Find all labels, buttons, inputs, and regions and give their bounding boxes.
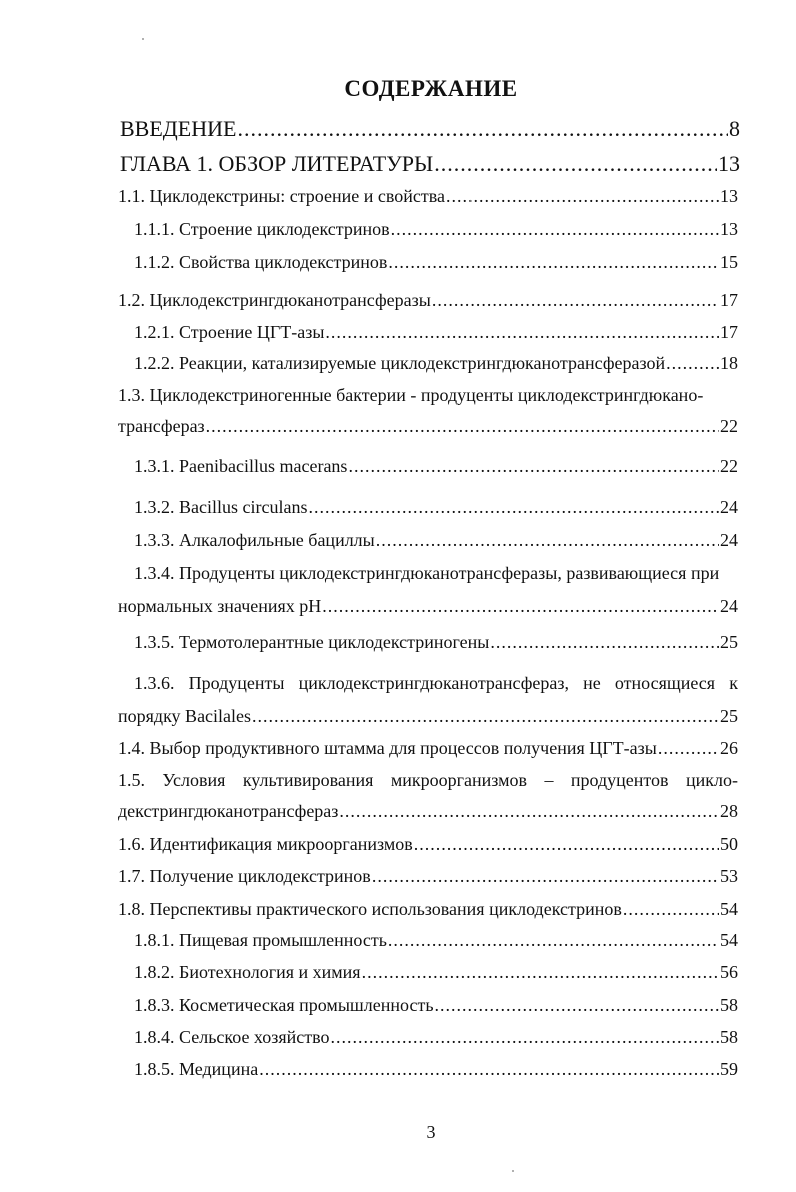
dot-leader xyxy=(372,866,719,887)
toc-entry-title: 1.2. Циклодекстрингдюканотрансферазы xyxy=(118,290,431,310)
toc-entry-page: 13 xyxy=(720,186,738,206)
toc-entry-page: 15 xyxy=(720,252,738,272)
dot-leader xyxy=(435,995,719,1016)
dot-leader xyxy=(434,151,717,177)
toc-entry xyxy=(134,1027,738,1048)
dot-leader xyxy=(446,186,719,207)
word: культивирования xyxy=(242,770,374,790)
page-title: СОДЕРЖАНИЕ xyxy=(344,76,518,101)
dot-leader xyxy=(376,530,719,551)
toc-entry-title: 1.7. Получение циклодекстринов xyxy=(118,866,371,886)
dot-leader xyxy=(362,962,719,983)
toc-entry-page: 58 xyxy=(720,1027,738,1047)
scan-speck xyxy=(470,200,472,202)
toc-entry-title: порядку Bacilales xyxy=(118,706,252,726)
toc-entry-page: 25 xyxy=(720,632,738,652)
toc-entry xyxy=(118,290,738,311)
toc-entry-title: 1.1.2. Свойства циклодекстринов xyxy=(134,252,388,272)
toc-entry-title: 1.3.5. Термотолерантные циклодекстриногены xyxy=(134,632,490,652)
toc-entry-page: 13 xyxy=(718,151,740,176)
dot-leader xyxy=(259,1059,719,1080)
toc-entry xyxy=(118,801,738,822)
toc-entry-title: нормальных значениях pH xyxy=(118,596,322,616)
toc-entry xyxy=(134,1059,738,1080)
toc-entry xyxy=(134,632,738,653)
word: – xyxy=(544,770,554,790)
toc-entry-title: 1.6. Идентификация микроорганизмов xyxy=(118,834,413,854)
toc-entry-title: 1.2.2. Реакции, катализируемые циклодекстрингдюканотрансферазой xyxy=(134,353,666,373)
word: 1.3.6. xyxy=(134,673,175,693)
dot-leader xyxy=(388,252,719,273)
word: Продуценты xyxy=(188,673,285,693)
toc-entry-page: 25 xyxy=(720,706,738,726)
toc-entry xyxy=(134,353,738,374)
scan-speck xyxy=(512,1170,514,1172)
word: микроорганизмов xyxy=(390,770,528,790)
dot-leader xyxy=(388,930,719,951)
word: Условия xyxy=(162,770,226,790)
toc-entry-page: 59 xyxy=(720,1059,738,1079)
scan-speck xyxy=(142,38,144,40)
toc-entry-page: 17 xyxy=(720,290,738,310)
toc-entry-title: декстрингдюканотрансфераз xyxy=(118,801,339,821)
toc-entry-page: 54 xyxy=(720,930,738,950)
toc-entry-introduction xyxy=(120,116,740,142)
toc-entry xyxy=(118,186,738,207)
dot-leader xyxy=(658,738,719,759)
dot-leader xyxy=(206,416,719,437)
toc-entry-title: 1.1. Циклодекстрины: строение и свойства xyxy=(118,186,445,206)
toc-entry-chapter-1 xyxy=(120,151,740,177)
dot-leader xyxy=(237,116,728,142)
dot-leader xyxy=(339,801,719,822)
toc-entry-title: ВВЕДЕНИЕ xyxy=(120,116,237,141)
toc-entry-title: 1.8.3. Косметическая промышленность xyxy=(134,995,434,1015)
word: циклодекстрингдюканотрансфераз, xyxy=(298,673,569,693)
toc-entry xyxy=(118,834,738,855)
toc-entry-title: 1.3.3. Алкалофильные бациллы xyxy=(134,530,375,550)
toc-entry-line xyxy=(134,673,738,694)
toc-entry-page: 58 xyxy=(720,995,738,1015)
toc-entry-page: 22 xyxy=(720,456,738,476)
toc-entry-page: 56 xyxy=(720,962,738,982)
toc-entry-title: 1.3.2. Bacillus circulans xyxy=(134,497,308,517)
dot-leader xyxy=(308,497,719,518)
toc-entry-title: 1.8.5. Медицина xyxy=(134,1059,259,1079)
toc-entry-title: 1.8.4. Сельское хозяйство xyxy=(134,1027,330,1047)
dot-leader xyxy=(623,899,719,920)
toc-entry-page: 50 xyxy=(720,834,738,854)
toc-entry-page: 17 xyxy=(720,322,738,342)
toc-entry-title: 1.1.1. Строение циклодекстринов xyxy=(134,219,390,239)
toc-entry-page: 26 xyxy=(720,738,738,758)
dot-leader xyxy=(348,456,719,477)
toc-entry xyxy=(134,252,738,273)
toc-entry-line: 1.3. Циклодекстриногенные бактерии - продуценты циклодекстрингдюкано- xyxy=(118,385,704,405)
word: не xyxy=(583,673,601,693)
toc-entry-page: 8 xyxy=(729,116,740,141)
dot-leader xyxy=(490,632,719,653)
dot-leader xyxy=(666,353,719,374)
toc-entry xyxy=(134,497,738,518)
toc-entry-page: 28 xyxy=(720,801,738,821)
dot-leader xyxy=(325,322,719,343)
toc-entry-page: 54 xyxy=(720,899,738,919)
toc-entry xyxy=(134,456,738,477)
toc-entry-title: 1.8. Перспективы практического использования циклодекстринов xyxy=(118,899,622,919)
toc-entry-title: 1.3.1. Paenibacillus macerans xyxy=(134,456,348,476)
toc-entry xyxy=(118,738,738,759)
toc-entry-line: 1.3.4. Продуценты циклодекстрингдюканотрансферазы, развивающиеся при xyxy=(134,563,720,583)
toc-entry xyxy=(118,899,738,920)
dot-leader xyxy=(414,834,719,855)
word: 1.5. xyxy=(118,770,145,790)
toc-entry-title: ГЛАВА 1. ОБЗОР ЛИТЕРАТУРЫ xyxy=(120,151,434,176)
toc-entry-page: 24 xyxy=(720,497,738,517)
toc-entry-title: трансфераз xyxy=(118,416,205,436)
toc-entry-line xyxy=(118,770,738,791)
toc-entry-page: 24 xyxy=(720,530,738,550)
dot-leader xyxy=(432,290,719,311)
toc-entry xyxy=(118,596,738,617)
toc-entry-title: 1.2.1. Строение ЦГТ-азы xyxy=(134,322,325,342)
toc-entry xyxy=(134,930,738,951)
toc-entry xyxy=(118,416,738,437)
word: цикло- xyxy=(685,770,738,790)
word: продуцентов xyxy=(570,770,669,790)
toc-entry-title: 1.4. Выбор продуктивного штамма для процессов получения ЦГТ-азы xyxy=(118,738,657,758)
word: относящиеся xyxy=(614,673,716,693)
toc-entry xyxy=(134,962,738,983)
toc-entry-title: 1.8.2. Биотехнология и химия xyxy=(134,962,361,982)
dot-leader xyxy=(252,706,719,727)
word: к xyxy=(729,673,738,693)
toc-entry xyxy=(134,995,738,1016)
toc-entry-page: 53 xyxy=(720,866,738,886)
dot-leader xyxy=(331,1027,719,1048)
toc-entry-page: 22 xyxy=(720,416,738,436)
dot-leader xyxy=(391,219,719,240)
toc-entry xyxy=(118,866,738,887)
toc-entry xyxy=(134,219,738,240)
toc-entry-page: 18 xyxy=(720,353,738,373)
toc-entry xyxy=(134,322,738,343)
dot-leader xyxy=(322,596,719,617)
toc-entry-page: 13 xyxy=(720,219,738,239)
page-number: 3 xyxy=(426,1122,436,1142)
toc-entry xyxy=(118,706,738,727)
toc-entry-page: 24 xyxy=(720,596,738,616)
toc-entry-title: 1.8.1. Пищевая промышленность xyxy=(134,930,387,950)
toc-entry xyxy=(134,530,738,551)
